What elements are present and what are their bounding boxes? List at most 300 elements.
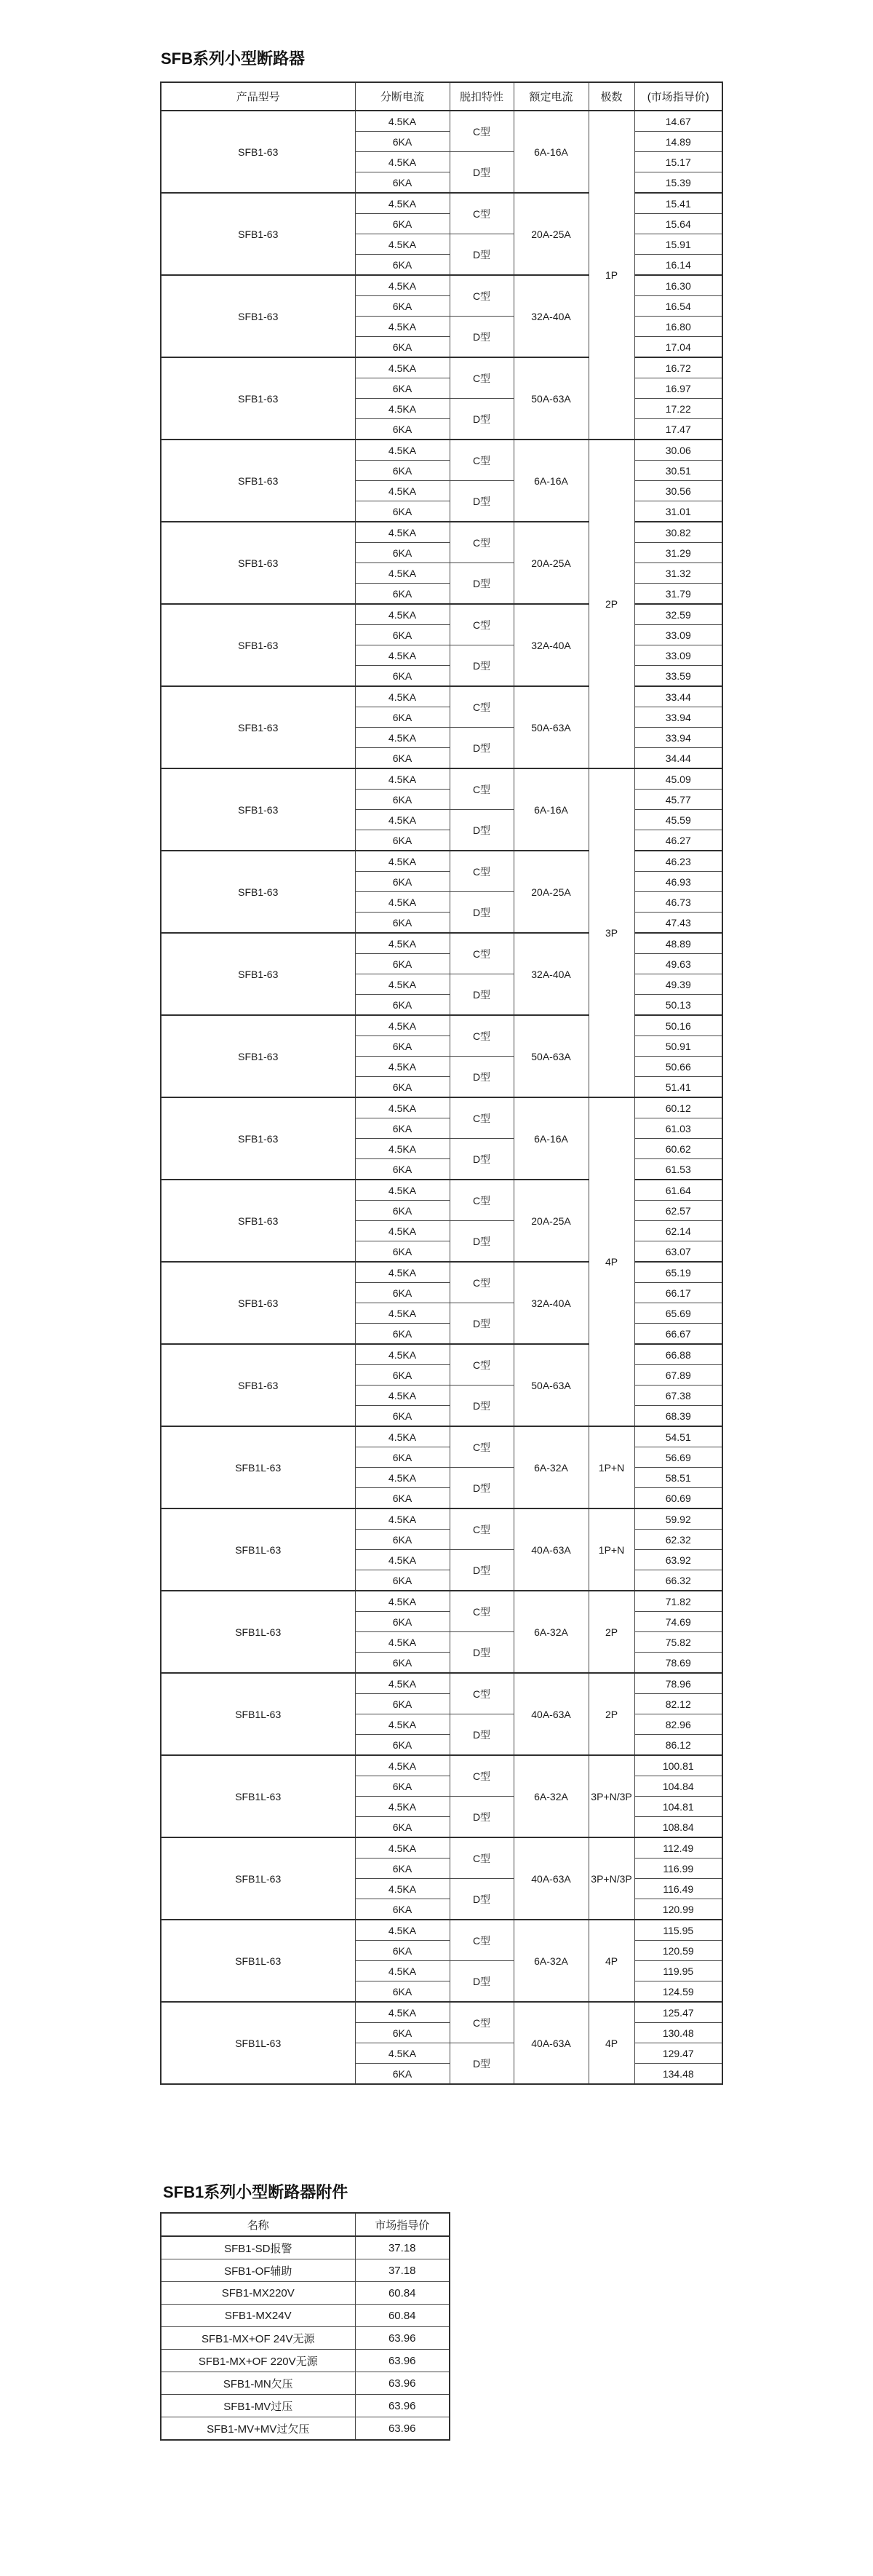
rated-current-cell: 50A-63A xyxy=(514,357,589,440)
price-cell: 46.23 xyxy=(634,851,722,872)
trip-type-cell: C型 xyxy=(450,933,514,974)
price-cell: 37.18 xyxy=(355,2236,450,2259)
breaking-current-cell: 6KA xyxy=(355,1694,450,1714)
model-cell: SFB1-63 xyxy=(161,357,355,440)
breaking-current-cell: 6KA xyxy=(355,1118,450,1139)
breaking-current-cell: 4.5KA xyxy=(355,275,450,296)
price-cell: 75.82 xyxy=(634,1632,722,1653)
price-cell: 37.18 xyxy=(355,2259,450,2282)
breaking-current-cell: 6KA xyxy=(355,461,450,481)
trip-type-cell: C型 xyxy=(450,1508,514,1550)
table-row xyxy=(161,2395,450,2417)
breakers-table xyxy=(160,82,723,2085)
model-cell: SFB1-63 xyxy=(161,1097,355,1180)
trip-type-cell: D型 xyxy=(450,399,514,440)
model-cell: SFB1-63 xyxy=(161,440,355,522)
breaking-current-cell: 6KA xyxy=(355,1859,450,1879)
table-row xyxy=(161,1920,722,1941)
model-cell: SFB1-63 xyxy=(161,1180,355,1262)
price-cell: 108.84 xyxy=(634,1817,722,1838)
column-header: 极数 xyxy=(589,82,634,111)
trip-type-cell: C型 xyxy=(450,111,514,152)
breaking-current-cell: 4.5KA xyxy=(355,604,450,625)
table-row xyxy=(161,851,722,872)
rated-current-cell: 50A-63A xyxy=(514,1344,589,1426)
accessories-section-title: SFB1系列小型断路器附件 xyxy=(163,2183,348,2201)
column-header: 名称 xyxy=(161,2213,355,2236)
table-row xyxy=(161,1837,722,1859)
header-row xyxy=(161,2213,450,2236)
trip-type-cell: C型 xyxy=(450,1673,514,1714)
trip-type-cell: D型 xyxy=(450,1797,514,1838)
model-cell: SFB1L-63 xyxy=(161,1426,355,1508)
model-cell: SFB1-63 xyxy=(161,933,355,1015)
table-row xyxy=(161,2417,450,2441)
rated-current-cell: 20A-25A xyxy=(514,851,589,933)
price-cell: 17.47 xyxy=(634,419,722,440)
rated-current-cell: 40A-63A xyxy=(514,2002,589,2084)
column-header: 市场指导价 xyxy=(355,2213,450,2236)
breaking-current-cell: 4.5KA xyxy=(355,1837,450,1859)
poles-cell: 1P+N xyxy=(589,1508,634,1591)
breaking-current-cell: 4.5KA xyxy=(355,1386,450,1406)
model-cell: SFB1L-63 xyxy=(161,1920,355,2002)
table-row xyxy=(161,2372,450,2395)
price-cell: 59.92 xyxy=(634,1508,722,1530)
breaking-current-cell: 6KA xyxy=(355,1653,450,1674)
model-cell: SFB1-63 xyxy=(161,1015,355,1097)
price-cell: 82.96 xyxy=(634,1714,722,1735)
breaking-current-cell: 4.5KA xyxy=(355,1221,450,1241)
breaking-current-cell: 4.5KA xyxy=(355,2043,450,2064)
breaking-current-cell: 4.5KA xyxy=(355,357,450,378)
trip-type-cell: C型 xyxy=(450,357,514,399)
breaking-current-cell: 4.5KA xyxy=(355,810,450,830)
trip-type-cell: C型 xyxy=(450,1262,514,1303)
price-cell: 17.22 xyxy=(634,399,722,419)
breaking-current-cell: 4.5KA xyxy=(355,1961,450,1981)
breaking-current-cell: 6KA xyxy=(355,707,450,728)
trip-type-cell: D型 xyxy=(450,1139,514,1180)
model-cell: SFB1-63 xyxy=(161,1344,355,1426)
price-cell: 63.96 xyxy=(355,2350,450,2372)
table-row xyxy=(161,2259,450,2282)
trip-type-cell: C型 xyxy=(450,768,514,810)
breaking-current-cell: 4.5KA xyxy=(355,111,450,132)
breaking-current-cell: 6KA xyxy=(355,1283,450,1303)
price-cell: 119.95 xyxy=(634,1961,722,1981)
poles-cell: 4P xyxy=(589,1920,634,2002)
price-cell: 104.84 xyxy=(634,1776,722,1797)
price-cell: 120.59 xyxy=(634,1941,722,1961)
price-cell: 14.67 xyxy=(634,111,722,132)
breaking-current-cell: 4.5KA xyxy=(355,522,450,543)
rated-current-cell: 50A-63A xyxy=(514,686,589,768)
model-cell: SFB1-63 xyxy=(161,111,355,193)
table-row xyxy=(161,440,722,461)
price-cell: 60.12 xyxy=(634,1097,722,1118)
price-cell: 63.96 xyxy=(355,2372,450,2395)
breaking-current-cell: 4.5KA xyxy=(355,645,450,666)
poles-cell: 4P xyxy=(589,2002,634,2084)
breaking-current-cell: 6KA xyxy=(355,1488,450,1509)
model-cell: SFB1-63 xyxy=(161,768,355,851)
price-cell: 130.48 xyxy=(634,2023,722,2043)
rated-current-cell: 40A-63A xyxy=(514,1508,589,1591)
table-row xyxy=(161,1262,722,1283)
model-cell: SFB1-63 xyxy=(161,604,355,686)
breaking-current-cell: 6KA xyxy=(355,1324,450,1345)
price-cell: 115.95 xyxy=(634,1920,722,1941)
breaking-current-cell: 6KA xyxy=(355,1612,450,1632)
breaking-current-cell: 4.5KA xyxy=(355,1591,450,1612)
breaking-current-cell: 4.5KA xyxy=(355,851,450,872)
breaking-current-cell: 4.5KA xyxy=(355,1426,450,1447)
trip-type-cell: C型 xyxy=(450,1920,514,1961)
breaking-current-cell: 6KA xyxy=(355,913,450,934)
price-cell: 32.59 xyxy=(634,604,722,625)
price-cell: 60.62 xyxy=(634,1139,722,1159)
rated-current-cell: 6A-32A xyxy=(514,1755,589,1837)
trip-type-cell: D型 xyxy=(450,1386,514,1427)
breaking-current-cell: 6KA xyxy=(355,1817,450,1838)
breaking-current-cell: 6KA xyxy=(355,419,450,440)
breaking-current-cell: 4.5KA xyxy=(355,1755,450,1776)
breaking-current-cell: 4.5KA xyxy=(355,974,450,995)
price-cell: 116.99 xyxy=(634,1859,722,1879)
breaking-current-cell: 6KA xyxy=(355,1201,450,1221)
trip-type-cell: D型 xyxy=(450,1632,514,1674)
trip-type-cell: D型 xyxy=(450,1303,514,1345)
breaking-current-cell: 6KA xyxy=(355,1570,450,1591)
price-cell: 124.59 xyxy=(634,1981,722,2003)
price-cell: 15.64 xyxy=(634,214,722,234)
price-cell: 66.17 xyxy=(634,1283,722,1303)
poles-cell: 3P+N/3P xyxy=(589,1755,634,1837)
price-cell: 62.32 xyxy=(634,1530,722,1550)
price-cell: 125.47 xyxy=(634,2002,722,2023)
trip-type-cell: C型 xyxy=(450,522,514,563)
breaking-current-cell: 4.5KA xyxy=(355,317,450,337)
price-cell: 47.43 xyxy=(634,913,722,934)
rated-current-cell: 6A-16A xyxy=(514,768,589,851)
trip-type-cell: C型 xyxy=(450,275,514,317)
model-cell: SFB1L-63 xyxy=(161,1673,355,1755)
price-cell: 16.72 xyxy=(634,357,722,378)
breaking-current-cell: 4.5KA xyxy=(355,1015,450,1036)
breaking-current-cell: 4.5KA xyxy=(355,933,450,954)
price-cell: 54.51 xyxy=(634,1426,722,1447)
trip-type-cell: D型 xyxy=(450,728,514,769)
table-row xyxy=(161,193,722,214)
breaking-current-cell: 6KA xyxy=(355,790,450,810)
rated-current-cell: 20A-25A xyxy=(514,1180,589,1262)
table-row xyxy=(161,2002,722,2023)
rated-current-cell: 6A-32A xyxy=(514,1426,589,1508)
price-cell: 62.57 xyxy=(634,1201,722,1221)
trip-type-cell: C型 xyxy=(450,193,514,234)
column-header: 产品型号 xyxy=(161,82,355,111)
model-cell: SFB1L-63 xyxy=(161,2002,355,2084)
breaking-current-cell: 4.5KA xyxy=(355,1508,450,1530)
trip-type-cell: C型 xyxy=(450,1591,514,1632)
breaking-current-cell: 4.5KA xyxy=(355,481,450,501)
model-cell: SFB1L-63 xyxy=(161,1837,355,1920)
price-cell: 16.80 xyxy=(634,317,722,337)
breaking-current-cell: 6KA xyxy=(355,296,450,317)
price-cell: 46.93 xyxy=(634,872,722,892)
breaking-current-cell: 6KA xyxy=(355,543,450,563)
breaking-current-cell: 4.5KA xyxy=(355,440,450,461)
breaking-current-cell: 6KA xyxy=(355,584,450,605)
price-cell: 82.12 xyxy=(634,1694,722,1714)
price-cell: 58.51 xyxy=(634,1468,722,1488)
price-cell: 16.30 xyxy=(634,275,722,296)
price-cell: 112.49 xyxy=(634,1837,722,1859)
breaking-current-cell: 6KA xyxy=(355,378,450,399)
price-cell: 45.59 xyxy=(634,810,722,830)
accessory-name-cell: SFB1-MV+MV过欠压 xyxy=(161,2417,355,2441)
breaking-current-cell: 6KA xyxy=(355,337,450,358)
main-section-title: SFB系列小型断路器 xyxy=(161,49,306,68)
accessory-name-cell: SFB1-MX+OF 24V无源 xyxy=(161,2327,355,2350)
breaking-current-cell: 4.5KA xyxy=(355,563,450,584)
price-cell: 60.69 xyxy=(634,1488,722,1509)
table-row xyxy=(161,1508,722,1530)
breaking-current-cell: 6KA xyxy=(355,214,450,234)
table-row xyxy=(161,2236,450,2259)
table-row xyxy=(161,1755,722,1776)
accessory-name-cell: SFB1-MV过压 xyxy=(161,2395,355,2417)
column-header: (市场指导价) xyxy=(634,82,722,111)
trip-type-cell: C型 xyxy=(450,851,514,892)
price-cell: 33.94 xyxy=(634,728,722,748)
trip-type-cell: D型 xyxy=(450,1057,514,1098)
table-row xyxy=(161,933,722,954)
breaking-current-cell: 6KA xyxy=(355,1530,450,1550)
poles-cell: 4P xyxy=(589,1097,634,1426)
price-cell: 16.54 xyxy=(634,296,722,317)
price-cell: 78.69 xyxy=(634,1653,722,1674)
accessory-name-cell: SFB1-OF辅助 xyxy=(161,2259,355,2282)
price-cell: 61.64 xyxy=(634,1180,722,1201)
rated-current-cell: 40A-63A xyxy=(514,1673,589,1755)
breaking-current-cell: 6KA xyxy=(355,748,450,769)
price-cell: 68.39 xyxy=(634,1406,722,1427)
breaking-current-cell: 6KA xyxy=(355,666,450,687)
price-cell: 63.07 xyxy=(634,1241,722,1263)
price-cell: 33.09 xyxy=(634,625,722,645)
breakers-table-body xyxy=(161,111,722,2084)
price-cell: 34.44 xyxy=(634,748,722,769)
breaking-current-cell: 4.5KA xyxy=(355,1057,450,1077)
price-cell: 61.03 xyxy=(634,1118,722,1139)
breaking-current-cell: 4.5KA xyxy=(355,892,450,913)
price-cell: 63.92 xyxy=(634,1550,722,1570)
poles-cell: 2P xyxy=(589,1591,634,1673)
price-cell: 15.39 xyxy=(634,172,722,194)
rated-current-cell: 6A-16A xyxy=(514,1097,589,1180)
trip-type-cell: D型 xyxy=(450,1550,514,1591)
breaking-current-cell: 4.5KA xyxy=(355,1879,450,1899)
poles-cell: 1P+N xyxy=(589,1426,634,1508)
breaking-current-cell: 4.5KA xyxy=(355,1139,450,1159)
trip-type-cell: D型 xyxy=(450,563,514,605)
price-cell: 33.94 xyxy=(634,707,722,728)
table-row xyxy=(161,604,722,625)
table-row xyxy=(161,1426,722,1447)
rated-current-cell: 20A-25A xyxy=(514,193,589,275)
price-cell: 116.49 xyxy=(634,1879,722,1899)
breaking-current-cell: 6KA xyxy=(355,830,450,851)
breaking-current-cell: 4.5KA xyxy=(355,152,450,172)
breaking-current-cell: 6KA xyxy=(355,172,450,194)
price-cell: 45.09 xyxy=(634,768,722,790)
column-header: 额定电流 xyxy=(514,82,589,111)
table-row xyxy=(161,768,722,790)
table-row xyxy=(161,2282,450,2305)
poles-cell: 1P xyxy=(589,111,634,440)
table-row xyxy=(161,2327,450,2350)
price-cell: 31.01 xyxy=(634,501,722,522)
price-cell: 63.96 xyxy=(355,2327,450,2350)
table-row xyxy=(161,1344,722,1365)
price-cell: 62.14 xyxy=(634,1221,722,1241)
price-cell: 46.27 xyxy=(634,830,722,851)
breaking-current-cell: 4.5KA xyxy=(355,1920,450,1941)
price-cell: 50.13 xyxy=(634,995,722,1016)
trip-type-cell: D型 xyxy=(450,1879,514,1920)
model-cell: SFB1-63 xyxy=(161,851,355,933)
breaking-current-cell: 6KA xyxy=(355,1159,450,1180)
poles-cell: 3P xyxy=(589,768,634,1097)
model-cell: SFB1L-63 xyxy=(161,1755,355,1837)
price-cell: 134.48 xyxy=(634,2064,722,2085)
price-cell: 31.79 xyxy=(634,584,722,605)
price-cell: 63.96 xyxy=(355,2395,450,2417)
breaking-current-cell: 6KA xyxy=(355,1365,450,1386)
rated-current-cell: 6A-32A xyxy=(514,1920,589,2002)
breaking-current-cell: 6KA xyxy=(355,954,450,974)
price-cell: 67.89 xyxy=(634,1365,722,1386)
breaking-current-cell: 4.5KA xyxy=(355,1344,450,1365)
trip-type-cell: D型 xyxy=(450,1714,514,1756)
trip-type-cell: C型 xyxy=(450,1097,514,1139)
price-cell: 30.56 xyxy=(634,481,722,501)
breaking-current-cell: 4.5KA xyxy=(355,1673,450,1694)
rated-current-cell: 20A-25A xyxy=(514,522,589,604)
price-cell: 78.96 xyxy=(634,1673,722,1694)
table-row xyxy=(161,522,722,543)
poles-cell: 3P+N/3P xyxy=(589,1837,634,1920)
price-cell: 50.91 xyxy=(634,1036,722,1057)
accessory-name-cell: SFB1-MX24V xyxy=(161,2305,355,2327)
breaking-current-cell: 6KA xyxy=(355,1981,450,2003)
breaking-current-cell: 6KA xyxy=(355,1241,450,1263)
price-cell: 60.84 xyxy=(355,2282,450,2305)
price-cell: 45.77 xyxy=(634,790,722,810)
breaking-current-cell: 6KA xyxy=(355,1899,450,1920)
breakers-table-header xyxy=(161,82,722,111)
price-cell: 65.19 xyxy=(634,1262,722,1283)
price-cell: 66.88 xyxy=(634,1344,722,1365)
price-cell: 51.41 xyxy=(634,1077,722,1098)
breaking-current-cell: 4.5KA xyxy=(355,1714,450,1735)
model-cell: SFB1L-63 xyxy=(161,1508,355,1591)
price-cell: 60.84 xyxy=(355,2305,450,2327)
poles-cell: 2P xyxy=(589,1673,634,1755)
model-cell: SFB1L-63 xyxy=(161,1591,355,1673)
price-cell: 104.81 xyxy=(634,1797,722,1817)
column-header: 脱扣特性 xyxy=(450,82,514,111)
price-cell: 63.96 xyxy=(355,2417,450,2441)
model-cell: SFB1-63 xyxy=(161,275,355,357)
breaking-current-cell: 6KA xyxy=(355,1406,450,1427)
table-row xyxy=(161,1673,722,1694)
table-row xyxy=(161,275,722,296)
price-cell: 15.41 xyxy=(634,193,722,214)
breaking-current-cell: 6KA xyxy=(355,255,450,276)
rated-current-cell: 50A-63A xyxy=(514,1015,589,1097)
poles-cell: 2P xyxy=(589,440,634,768)
rated-current-cell: 32A-40A xyxy=(514,933,589,1015)
trip-type-cell: C型 xyxy=(450,1344,514,1386)
breaking-current-cell: 6KA xyxy=(355,132,450,152)
table-row xyxy=(161,686,722,707)
trip-type-cell: C型 xyxy=(450,1755,514,1797)
trip-type-cell: C型 xyxy=(450,1180,514,1221)
model-cell: SFB1-63 xyxy=(161,193,355,275)
price-cell: 100.81 xyxy=(634,1755,722,1776)
trip-type-cell: D型 xyxy=(450,152,514,194)
price-cell: 71.82 xyxy=(634,1591,722,1612)
breaking-current-cell: 6KA xyxy=(355,1447,450,1468)
breaking-current-cell: 6KA xyxy=(355,1941,450,1961)
price-cell: 48.89 xyxy=(634,933,722,954)
trip-type-cell: D型 xyxy=(450,234,514,276)
model-cell: SFB1-63 xyxy=(161,686,355,768)
breaking-current-cell: 6KA xyxy=(355,1036,450,1057)
rated-current-cell: 32A-40A xyxy=(514,275,589,357)
rated-current-cell: 32A-40A xyxy=(514,1262,589,1344)
breaking-current-cell: 4.5KA xyxy=(355,1303,450,1324)
accessory-name-cell: SFB1-MN欠压 xyxy=(161,2372,355,2395)
price-cell: 50.66 xyxy=(634,1057,722,1077)
price-cell: 30.82 xyxy=(634,522,722,543)
price-cell: 65.69 xyxy=(634,1303,722,1324)
breaking-current-cell: 4.5KA xyxy=(355,1632,450,1653)
price-cell: 120.99 xyxy=(634,1899,722,1920)
price-cell: 33.44 xyxy=(634,686,722,707)
trip-type-cell: C型 xyxy=(450,1837,514,1879)
breaking-current-cell: 4.5KA xyxy=(355,1262,450,1283)
accessories-table-body xyxy=(161,2236,450,2440)
breaking-current-cell: 6KA xyxy=(355,625,450,645)
trip-type-cell: C型 xyxy=(450,2002,514,2043)
trip-type-cell: C型 xyxy=(450,604,514,645)
price-cell: 46.73 xyxy=(634,892,722,913)
accessory-name-cell: SFB1-MX+OF 220V无源 xyxy=(161,2350,355,2372)
price-cell: 17.04 xyxy=(634,337,722,358)
breaking-current-cell: 4.5KA xyxy=(355,768,450,790)
breaking-current-cell: 4.5KA xyxy=(355,234,450,255)
price-cell: 50.16 xyxy=(634,1015,722,1036)
table-row xyxy=(161,111,722,132)
price-cell: 49.63 xyxy=(634,954,722,974)
trip-type-cell: D型 xyxy=(450,810,514,851)
breaking-current-cell: 4.5KA xyxy=(355,1468,450,1488)
breaking-current-cell: 4.5KA xyxy=(355,193,450,214)
